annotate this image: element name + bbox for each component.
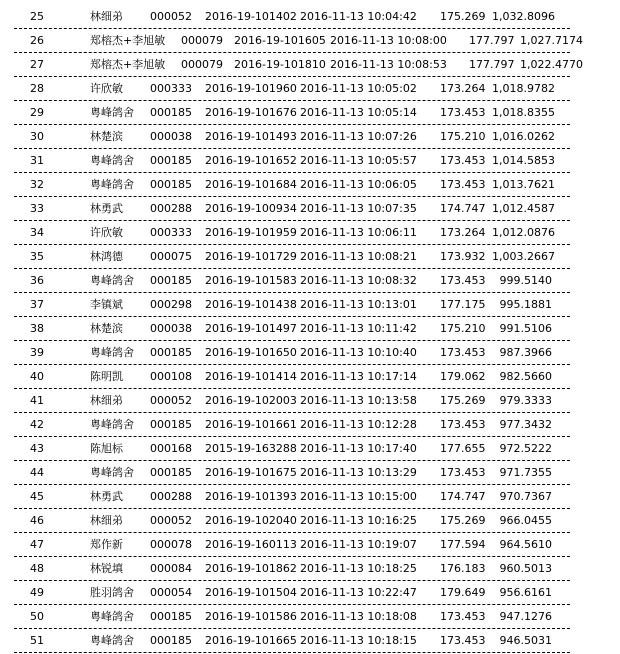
row-divider xyxy=(14,652,570,653)
table-row xyxy=(0,366,620,390)
row-divider xyxy=(14,580,570,581)
points-cell: 977.3432 xyxy=(499,418,552,431)
rank-cell: 26 xyxy=(30,34,44,47)
name-cell: 粤峰鸽舍 xyxy=(90,346,134,359)
rank-cell: 47 xyxy=(30,538,44,551)
member-id-cell: 000185 xyxy=(150,274,192,287)
name-cell: 许欣敏 xyxy=(90,226,123,239)
arrival-time-cell: 2016-11-13 10:17:40 xyxy=(300,442,417,455)
points-cell: 1,022.4770 xyxy=(520,58,583,71)
row-divider xyxy=(14,52,570,53)
name-cell: 林勇武 xyxy=(90,490,123,503)
rank-cell: 37 xyxy=(30,298,44,311)
name-cell: 粤峰鸽舍 xyxy=(90,154,134,167)
table-row xyxy=(0,318,620,342)
row-divider xyxy=(14,292,570,293)
arrival-time-cell: 2016-11-13 10:08:21 xyxy=(300,250,417,263)
points-cell: 979.3333 xyxy=(499,394,552,407)
table-row xyxy=(0,390,620,414)
name-cell: 林勇武 xyxy=(90,202,123,215)
ring-number-cell: 2016-19-101676 xyxy=(205,106,297,119)
member-id-cell: 000168 xyxy=(150,442,192,455)
table-row xyxy=(0,486,620,510)
rank-cell: 29 xyxy=(30,106,44,119)
points-cell: 1,012.4587 xyxy=(492,202,555,215)
arrival-time-cell: 2016-11-13 10:08:53 xyxy=(330,58,447,71)
member-id-cell: 000185 xyxy=(150,106,192,119)
speed-cell: 177.797 xyxy=(469,58,515,71)
member-id-cell: 000185 xyxy=(150,178,192,191)
rank-cell: 35 xyxy=(30,250,44,263)
ring-number-cell: 2016-19-101414 xyxy=(205,370,297,383)
row-divider xyxy=(14,388,570,389)
points-cell: 947.1276 xyxy=(499,610,552,623)
points-cell: 972.5222 xyxy=(499,442,552,455)
table-row xyxy=(0,462,620,486)
name-cell: 粤峰鸽舍 xyxy=(90,634,134,647)
member-id-cell: 000079 xyxy=(181,34,223,47)
ring-number-cell: 2016-19-101684 xyxy=(205,178,297,191)
table-row xyxy=(0,630,620,654)
member-id-cell: 000052 xyxy=(150,514,192,527)
rank-cell: 27 xyxy=(30,58,44,71)
name-cell: 胜羽鸽舍 xyxy=(90,586,134,599)
arrival-time-cell: 2016-11-13 10:11:42 xyxy=(300,322,417,335)
arrival-time-cell: 2016-11-13 10:05:14 xyxy=(300,106,417,119)
name-cell: 李镇斌 xyxy=(90,298,123,311)
speed-cell: 176.183 xyxy=(440,562,486,575)
points-cell: 966.0455 xyxy=(499,514,552,527)
member-id-cell: 000078 xyxy=(150,538,192,551)
rank-cell: 25 xyxy=(30,10,44,23)
rank-cell: 30 xyxy=(30,130,44,143)
row-divider xyxy=(14,148,570,149)
points-cell: 1,018.8355 xyxy=(492,106,555,119)
rank-cell: 28 xyxy=(30,82,44,95)
ring-number-cell: 2016-19-101652 xyxy=(205,154,297,167)
table-row xyxy=(0,414,620,438)
arrival-time-cell: 2016-11-13 10:19:07 xyxy=(300,538,417,551)
name-cell: 郑作新 xyxy=(90,538,123,551)
ring-number-cell: 2015-19-163288 xyxy=(205,442,297,455)
rank-cell: 44 xyxy=(30,466,44,479)
member-id-cell: 000054 xyxy=(150,586,192,599)
member-id-cell: 000075 xyxy=(150,250,192,263)
row-divider xyxy=(14,364,570,365)
arrival-time-cell: 2016-11-13 10:17:14 xyxy=(300,370,417,383)
name-cell: 郑榕杰+李旭敏 xyxy=(90,34,166,47)
arrival-time-cell: 2016-11-13 10:06:11 xyxy=(300,226,417,239)
points-cell: 1,016.0262 xyxy=(492,130,555,143)
member-id-cell: 000052 xyxy=(150,10,192,23)
ring-number-cell: 2016-19-101862 xyxy=(205,562,297,575)
ring-number-cell: 2016-19-101650 xyxy=(205,346,297,359)
rank-cell: 43 xyxy=(30,442,44,455)
row-divider xyxy=(14,244,570,245)
table-row xyxy=(0,174,620,198)
ring-number-cell: 2016-19-101504 xyxy=(205,586,297,599)
speed-cell: 173.453 xyxy=(440,610,486,623)
table-row xyxy=(0,582,620,606)
points-cell: 964.5610 xyxy=(499,538,552,551)
ring-number-cell: 2016-19-101438 xyxy=(205,298,297,311)
member-id-cell: 000038 xyxy=(150,130,192,143)
ring-number-cell: 2016-19-101959 xyxy=(205,226,297,239)
speed-cell: 179.062 xyxy=(440,370,486,383)
name-cell: 林楚滨 xyxy=(90,322,123,335)
points-cell: 971.7355 xyxy=(499,466,552,479)
table-row xyxy=(0,246,620,270)
row-divider xyxy=(14,316,570,317)
rank-cell: 31 xyxy=(30,154,44,167)
points-cell: 956.6161 xyxy=(499,586,552,599)
points-cell: 999.5140 xyxy=(499,274,552,287)
arrival-time-cell: 2016-11-13 10:22:47 xyxy=(300,586,417,599)
ring-number-cell: 2016-19-101497 xyxy=(205,322,297,335)
table-row xyxy=(0,30,620,54)
arrival-time-cell: 2016-11-13 10:05:57 xyxy=(300,154,417,167)
speed-cell: 175.269 xyxy=(440,514,486,527)
speed-cell: 173.453 xyxy=(440,418,486,431)
speed-cell: 173.453 xyxy=(440,346,486,359)
ring-number-cell: 2016-19-101393 xyxy=(205,490,297,503)
table-row xyxy=(0,438,620,462)
member-id-cell: 000185 xyxy=(150,610,192,623)
name-cell: 陈明凯 xyxy=(90,370,123,383)
speed-cell: 173.453 xyxy=(440,106,486,119)
speed-cell: 179.649 xyxy=(440,586,486,599)
row-divider xyxy=(14,196,570,197)
row-divider xyxy=(14,556,570,557)
arrival-time-cell: 2016-11-13 10:12:28 xyxy=(300,418,417,431)
member-id-cell: 000084 xyxy=(150,562,192,575)
member-id-cell: 000288 xyxy=(150,490,192,503)
table-row xyxy=(0,558,620,582)
name-cell: 粤峰鸽舍 xyxy=(90,106,134,119)
table-row xyxy=(0,534,620,558)
arrival-time-cell: 2016-11-13 10:05:02 xyxy=(300,82,417,95)
rank-cell: 34 xyxy=(30,226,44,239)
arrival-time-cell: 2016-11-13 10:10:40 xyxy=(300,346,417,359)
name-cell: 林锐填 xyxy=(90,562,123,575)
member-id-cell: 000038 xyxy=(150,322,192,335)
rank-cell: 38 xyxy=(30,322,44,335)
table-row xyxy=(0,102,620,126)
table-row xyxy=(0,606,620,630)
table-row xyxy=(0,78,620,102)
row-divider xyxy=(14,628,570,629)
points-cell: 1,032.8096 xyxy=(492,10,555,23)
name-cell: 林鸿德 xyxy=(90,250,123,263)
arrival-time-cell: 2016-11-13 10:15:00 xyxy=(300,490,417,503)
speed-cell: 177.594 xyxy=(440,538,486,551)
row-divider xyxy=(14,220,570,221)
speed-cell: 173.264 xyxy=(440,82,486,95)
points-cell: 1,013.7621 xyxy=(492,178,555,191)
points-cell: 1,027.7174 xyxy=(520,34,583,47)
ring-number-cell: 2016-19-101402 xyxy=(205,10,297,23)
ring-number-cell: 2016-19-101665 xyxy=(205,634,297,647)
speed-cell: 173.264 xyxy=(440,226,486,239)
member-id-cell: 000333 xyxy=(150,82,192,95)
ring-number-cell: 2016-19-101729 xyxy=(205,250,297,263)
table-row xyxy=(0,126,620,150)
member-id-cell: 000052 xyxy=(150,394,192,407)
points-cell: 987.3966 xyxy=(499,346,552,359)
speed-cell: 173.453 xyxy=(440,274,486,287)
member-id-cell: 000185 xyxy=(150,418,192,431)
name-cell: 陈旭标 xyxy=(90,442,123,455)
ring-number-cell: 2016-19-100934 xyxy=(205,202,297,215)
speed-cell: 173.453 xyxy=(440,634,486,647)
arrival-time-cell: 2016-11-13 10:13:58 xyxy=(300,394,417,407)
ring-number-cell: 2016-19-101586 xyxy=(205,610,297,623)
ring-number-cell: 2016-19-101960 xyxy=(205,82,297,95)
points-cell: 1,012.0876 xyxy=(492,226,555,239)
name-cell: 林楚滨 xyxy=(90,130,123,143)
speed-cell: 174.747 xyxy=(440,202,486,215)
points-cell: 1,003.2667 xyxy=(492,250,555,263)
points-cell: 982.5660 xyxy=(499,370,552,383)
member-id-cell: 000185 xyxy=(150,634,192,647)
arrival-time-cell: 2016-11-13 10:18:15 xyxy=(300,634,417,647)
table-row xyxy=(0,198,620,222)
row-divider xyxy=(14,340,570,341)
table-row xyxy=(0,342,620,366)
points-cell: 946.5031 xyxy=(499,634,552,647)
speed-cell: 175.210 xyxy=(440,130,486,143)
ring-number-cell: 2016-19-101661 xyxy=(205,418,297,431)
rank-cell: 36 xyxy=(30,274,44,287)
arrival-time-cell: 2016-11-13 10:06:05 xyxy=(300,178,417,191)
arrival-time-cell: 2016-11-13 10:08:32 xyxy=(300,274,417,287)
ring-number-cell: 2016-19-101810 xyxy=(234,58,326,71)
member-id-cell: 000079 xyxy=(181,58,223,71)
row-divider xyxy=(14,28,570,29)
rank-cell: 42 xyxy=(30,418,44,431)
rank-cell: 46 xyxy=(30,514,44,527)
speed-cell: 173.453 xyxy=(440,154,486,167)
row-divider xyxy=(14,412,570,413)
name-cell: 林细弟 xyxy=(90,394,123,407)
row-divider xyxy=(14,604,570,605)
ring-number-cell: 2016-19-101605 xyxy=(234,34,326,47)
row-divider xyxy=(14,124,570,125)
points-cell: 991.5106 xyxy=(499,322,552,335)
member-id-cell: 000333 xyxy=(150,226,192,239)
speed-cell: 173.453 xyxy=(440,178,486,191)
speed-cell: 175.269 xyxy=(440,10,486,23)
ring-number-cell: 2016-19-101675 xyxy=(205,466,297,479)
name-cell: 粤峰鸽舍 xyxy=(90,178,134,191)
rank-cell: 41 xyxy=(30,394,44,407)
rank-cell: 40 xyxy=(30,370,44,383)
arrival-time-cell: 2016-11-13 10:18:25 xyxy=(300,562,417,575)
table-row xyxy=(0,510,620,534)
table-row xyxy=(0,54,620,78)
row-divider xyxy=(14,508,570,509)
rank-cell: 45 xyxy=(30,490,44,503)
table-row xyxy=(0,270,620,294)
arrival-time-cell: 2016-11-13 10:18:08 xyxy=(300,610,417,623)
table-row xyxy=(0,294,620,318)
member-id-cell: 000288 xyxy=(150,202,192,215)
points-cell: 970.7367 xyxy=(499,490,552,503)
points-cell: 1,018.9782 xyxy=(492,82,555,95)
member-id-cell: 000185 xyxy=(150,466,192,479)
rank-cell: 32 xyxy=(30,178,44,191)
name-cell: 粤峰鸽舍 xyxy=(90,610,134,623)
member-id-cell: 000108 xyxy=(150,370,192,383)
speed-cell: 177.655 xyxy=(440,442,486,455)
name-cell: 粤峰鸽舍 xyxy=(90,466,134,479)
name-cell: 林细弟 xyxy=(90,514,123,527)
ring-number-cell: 2016-19-102040 xyxy=(205,514,297,527)
table-row xyxy=(0,222,620,246)
speed-cell: 175.269 xyxy=(440,394,486,407)
name-cell: 林细弟 xyxy=(90,10,123,23)
speed-cell: 174.747 xyxy=(440,490,486,503)
speed-cell: 177.797 xyxy=(469,34,515,47)
name-cell: 粤峰鸽舍 xyxy=(90,418,134,431)
row-divider xyxy=(14,172,570,173)
arrival-time-cell: 2016-11-13 10:16:25 xyxy=(300,514,417,527)
arrival-time-cell: 2016-11-13 10:13:01 xyxy=(300,298,417,311)
points-cell: 995.1881 xyxy=(499,298,552,311)
rank-cell: 51 xyxy=(30,634,44,647)
member-id-cell: 000185 xyxy=(150,154,192,167)
table-row xyxy=(0,150,620,174)
arrival-time-cell: 2016-11-13 10:07:35 xyxy=(300,202,417,215)
speed-cell: 173.453 xyxy=(440,466,486,479)
speed-cell: 175.210 xyxy=(440,322,486,335)
rank-cell: 50 xyxy=(30,610,44,623)
row-divider xyxy=(14,436,570,437)
row-divider xyxy=(14,532,570,533)
speed-cell: 173.932 xyxy=(440,250,486,263)
member-id-cell: 000185 xyxy=(150,346,192,359)
row-divider xyxy=(14,100,570,101)
name-cell: 许欣敏 xyxy=(90,82,123,95)
rank-cell: 39 xyxy=(30,346,44,359)
table-row xyxy=(0,6,620,30)
rank-cell: 48 xyxy=(30,562,44,575)
points-cell: 1,014.5853 xyxy=(492,154,555,167)
ring-number-cell: 2016-19-160113 xyxy=(205,538,297,551)
speed-cell: 177.175 xyxy=(440,298,486,311)
points-cell: 960.5013 xyxy=(499,562,552,575)
member-id-cell: 000298 xyxy=(150,298,192,311)
name-cell: 粤峰鸽舍 xyxy=(90,274,134,287)
row-divider xyxy=(14,76,570,77)
ring-number-cell: 2016-19-101583 xyxy=(205,274,297,287)
arrival-time-cell: 2016-11-13 10:04:42 xyxy=(300,10,417,23)
arrival-time-cell: 2016-11-13 10:13:29 xyxy=(300,466,417,479)
rank-cell: 33 xyxy=(30,202,44,215)
rank-cell: 49 xyxy=(30,586,44,599)
arrival-time-cell: 2016-11-13 10:08:00 xyxy=(330,34,447,47)
ring-number-cell: 2016-19-102003 xyxy=(205,394,297,407)
ring-number-cell: 2016-19-101493 xyxy=(205,130,297,143)
arrival-time-cell: 2016-11-13 10:07:26 xyxy=(300,130,417,143)
row-divider xyxy=(14,268,570,269)
row-divider xyxy=(14,484,570,485)
name-cell: 郑榕杰+李旭敏 xyxy=(90,58,166,71)
row-divider xyxy=(14,460,570,461)
